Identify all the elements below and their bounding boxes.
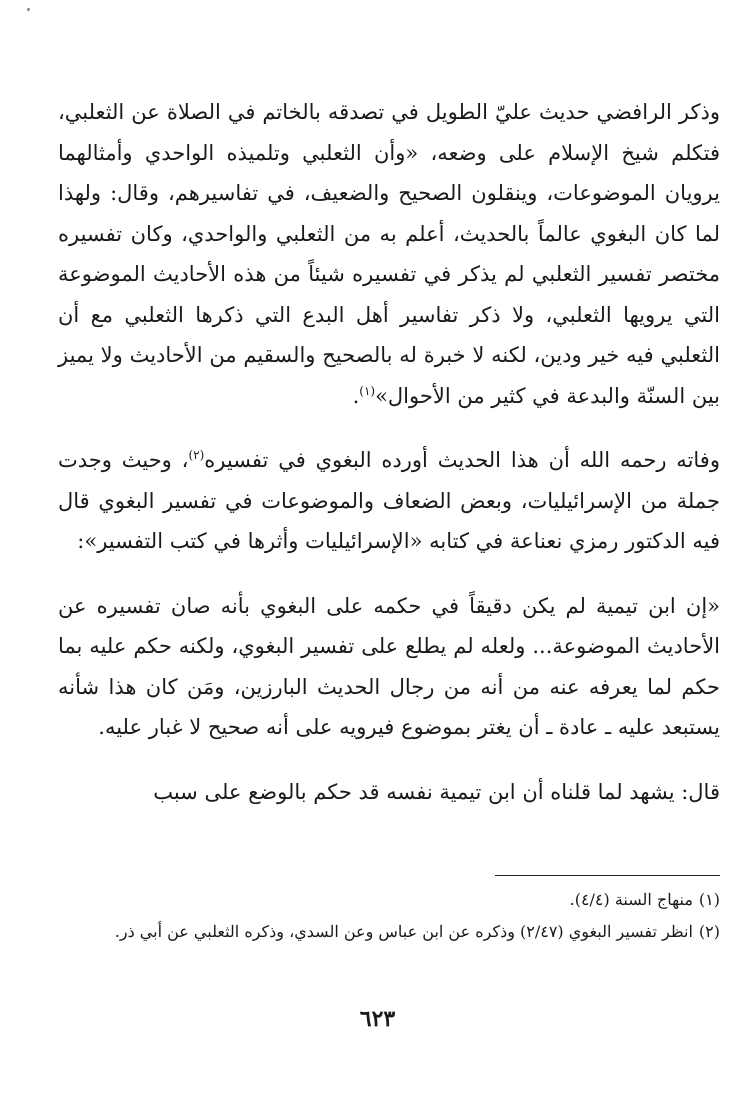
paragraph-2-text-b: ، وحيث وجدت جملة من الإسرائيليات، وبعض الضعاف والموضوعات في تفسير البغوي قال فيه الدكتور رمزي نعناعة في كتابه «الإسرائيليات وأثرها في كتب التفسير»: [58,448,720,553]
footnotes [58,875,720,948]
paragraph-4: قال: يشهد لما قلناه أن ابن تيمية نفسه قد حكم بالوضع على سبب [153,779,720,804]
footnote-2 [58,916,720,948]
main-text [58,92,720,812]
footnote-divider [495,875,720,876]
footnote-2-text: انظر تفسير البغوي (٢/٤٧) وذكره عن ابن عباس وعن السدي، وذكره الثعلبي عن أبي ذر. [114,922,693,941]
paragraph-1-text: وذكر الرافضي حديث عليّ الطويل في تصدقه بالخاتم في الصلاة عن الثعلبي، فتكلم شيخ الإسلام على وضعه، «وأن الثعلبي وتلميذه الواحدي وأمثالهما يرويان الموضوعات، وينقلون الصحيح والضعيف، في تفاسيرهم، وقال: ولهذا لما كان البغوي عالماً بالحديث، أعلم به من الثعلبي والواحدي، وكان تفسيره مختصر تفسير الثعلبي لم يذكر في تفسيره شيئاً من هذه الأحاديث الموضوعة التي يرويها الثعلبي، ولا ذكر تفاسير أهل البدع التي ذكرها الثعلبي مع أن الثعلبي فيه خير ودين، لكنه لا خبرة له بالصحيح والسقيم من الأحاديث ولا يميز بين السنّة والبدعة في كثير من الأحوال» [58,100,720,408]
paragraph-2 [58,440,720,562]
paragraph-2-text-a: وفاته رحمه الله أن هذا الحديث أورده البغوي في تفسيره [204,448,720,472]
scan-speck [27,8,30,11]
footnote-1-text: منهاج السنة (٤/٤). [569,890,693,909]
footnote-1 [58,884,720,916]
paragraph-1-end: . [352,383,360,408]
paragraph-1 [58,92,720,416]
footnote-ref-2[interactable]: (٢) [188,448,205,462]
footnote-1-number: (١) [698,890,720,909]
footnote-2-number: (٢) [698,922,720,941]
footnote-ref-1[interactable]: (١) [359,383,376,398]
paragraph-3-quote: «إن ابن تيمية لم يكن دقيقاً في حكمه على البغوي بأنه صان تفسيره عن الأحاديث الموضوعة... ولعله لم يطلع على تفسير البغوي، ولكنه حكم عليه بما حكم لما يعرفه عنه من أنه من رجال الحديث البارزين، ومَن كان هذا شأنه يستبعد عليه ـ عادة ـ أن يغتر بموضوع فيرويه على أنه صحيح لا غبار عليه. [58,593,720,739]
page-number: ٦٢٣ [359,1006,396,1032]
